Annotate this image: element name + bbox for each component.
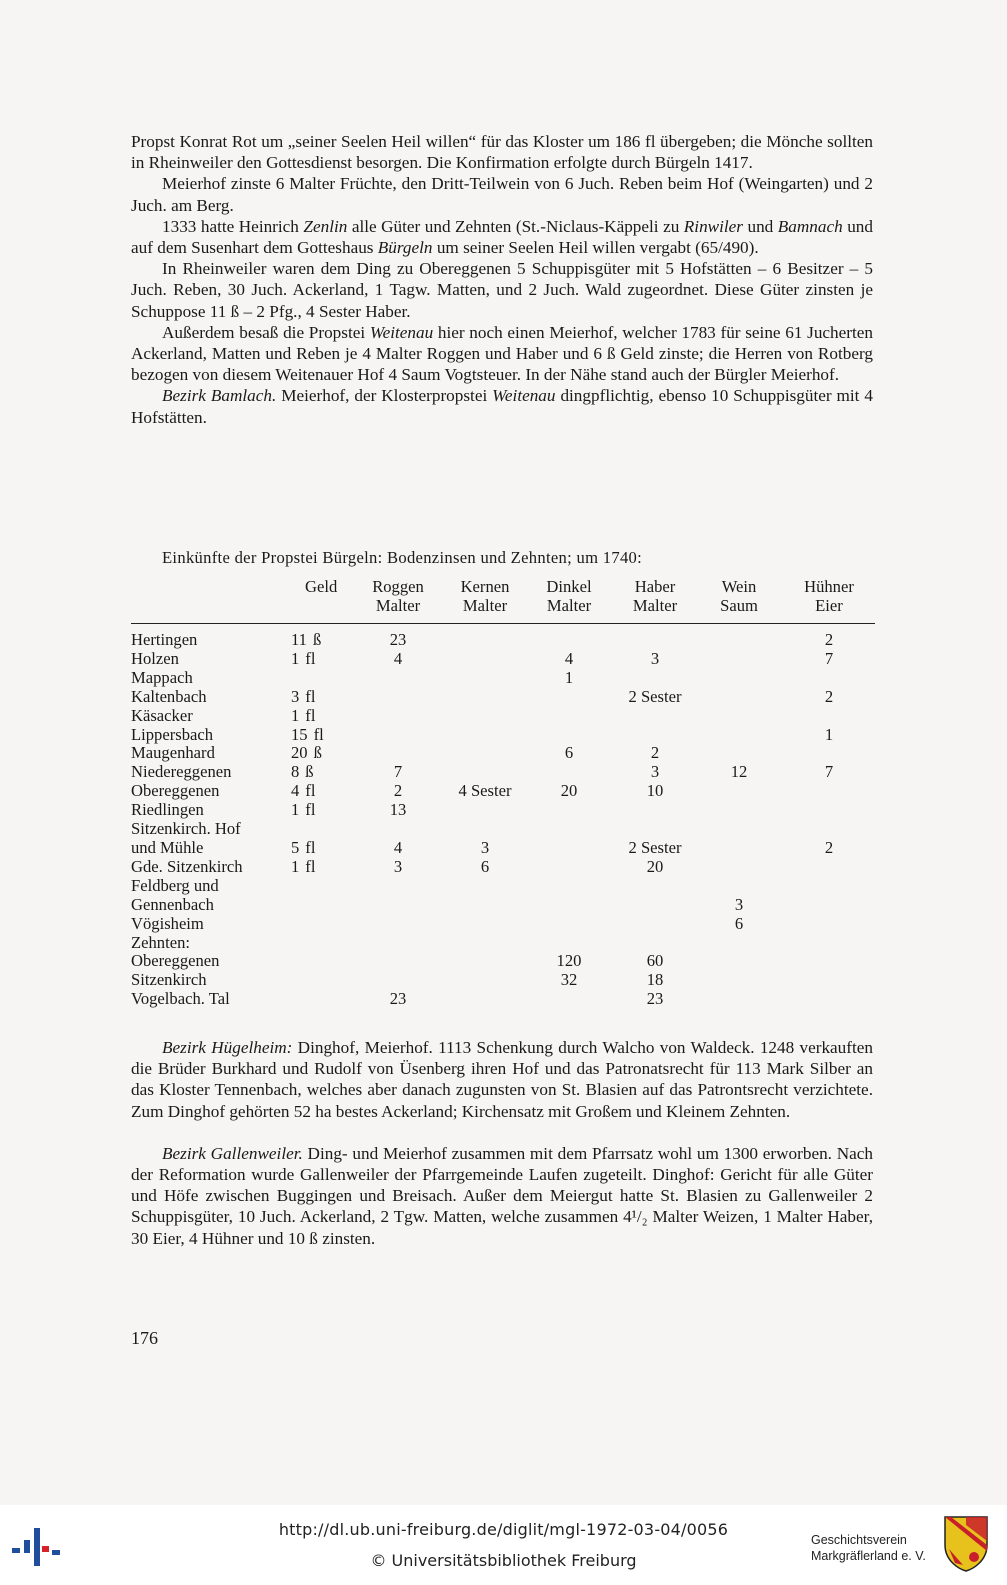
column-header-wein: Wein Saum xyxy=(695,577,783,624)
cell-roggen: 4 xyxy=(393,837,403,857)
cell-dinkel xyxy=(523,990,615,1009)
cell-dinkel xyxy=(523,801,615,820)
cell-haber xyxy=(615,934,695,953)
table-row xyxy=(131,820,875,839)
cell-haber xyxy=(615,669,695,688)
paragraph-3: 1333 hatte Heinrich Zenlin alle Güter und Zehnten (St.-Niclaus-Käppeli zu Rinwiler und Bamnach und auf dem Susenhart dem Gotteshaus Bürgeln um seiner Seelen Heil willen vergabt (65/490). xyxy=(131,216,873,258)
row-place-name: Sitzenkirch. Hof xyxy=(131,819,241,839)
table-row xyxy=(131,839,875,858)
cell-huehner: 2 xyxy=(824,837,834,857)
table-row xyxy=(131,858,875,877)
verein-name: Geschichtsverein Markgräflerland e. V. xyxy=(811,1533,926,1563)
cell-wein xyxy=(695,820,783,839)
table-row xyxy=(131,669,875,688)
cell-dinkel xyxy=(523,858,615,877)
income-table xyxy=(131,577,875,1009)
column-header-kernen: Kernen Malter xyxy=(447,577,523,624)
cell-wein: 3 xyxy=(734,894,744,914)
coat-of-arms-icon xyxy=(943,1515,989,1573)
row-place-name: Gennenbach xyxy=(131,894,214,914)
table-header-row xyxy=(131,577,875,624)
cell-huehner xyxy=(783,820,875,839)
cell-kernen xyxy=(447,707,523,726)
table-row xyxy=(131,934,875,953)
cell-roggen: 23 xyxy=(389,989,407,1009)
row-place-name: Obereggenen xyxy=(131,781,220,801)
cell-haber: 3 xyxy=(650,648,660,668)
cell-roggen: 23 xyxy=(389,630,407,649)
cell-wein xyxy=(695,952,783,971)
cell-roggen xyxy=(349,744,447,763)
table-row xyxy=(131,877,875,896)
table-row xyxy=(131,624,875,650)
cell-dinkel xyxy=(523,877,615,896)
cell-haber: 18 xyxy=(646,970,664,990)
copyright-text: © Universitätsbibliothek Freiburg xyxy=(370,1551,637,1570)
cell-wein xyxy=(695,858,783,877)
cell-roggen xyxy=(349,820,447,839)
cell-haber xyxy=(615,707,695,726)
cell-haber xyxy=(615,915,695,934)
cell-wein xyxy=(695,726,783,745)
cell-huehner xyxy=(783,782,875,801)
cell-kernen xyxy=(447,971,523,990)
cell-wein xyxy=(695,801,783,820)
cell-kernen: 6 xyxy=(480,856,490,876)
cell-haber: 2 Sester xyxy=(628,837,682,857)
cell-kernen xyxy=(447,801,523,820)
cell-roggen xyxy=(349,688,447,707)
table-row xyxy=(131,650,875,669)
cell-dinkel xyxy=(523,839,615,858)
cell-huehner: 2 xyxy=(824,686,834,706)
cell-haber xyxy=(615,801,695,820)
row-place-name: Kaltenbach xyxy=(131,686,207,706)
cell-geld xyxy=(291,915,349,934)
row-place-name: Holzen xyxy=(131,648,179,668)
cell-dinkel xyxy=(523,707,615,726)
table-row xyxy=(131,744,875,763)
cell-wein xyxy=(695,744,783,763)
body-text-lower xyxy=(131,1037,873,1249)
cell-geld xyxy=(291,934,349,953)
cell-kernen xyxy=(447,744,523,763)
cell-huehner xyxy=(783,934,875,953)
cell-dinkel xyxy=(523,934,615,953)
cell-wein xyxy=(695,839,783,858)
row-place-name: und Mühle xyxy=(131,837,204,857)
cell-huehner: 7 xyxy=(824,762,834,782)
cell-huehner: 7 xyxy=(824,648,834,668)
cell-kernen xyxy=(447,952,523,971)
cell-haber xyxy=(615,896,695,915)
table-body xyxy=(131,624,875,1010)
cell-roggen xyxy=(349,877,447,896)
table-row xyxy=(131,726,875,745)
cell-roggen: 4 xyxy=(393,648,403,668)
cell-geld xyxy=(291,896,349,915)
table-row xyxy=(131,707,875,726)
body-text xyxy=(131,131,873,428)
cell-haber: 20 xyxy=(646,856,664,876)
row-place-name: Käsacker xyxy=(131,705,193,725)
cell-kernen xyxy=(447,896,523,915)
cell-haber: 2 Sester xyxy=(628,686,682,706)
cell-kernen xyxy=(447,820,523,839)
cell-dinkel xyxy=(523,688,615,707)
table-row xyxy=(131,801,875,820)
table-row xyxy=(131,782,875,801)
cell-huehner xyxy=(783,952,875,971)
cell-dinkel xyxy=(523,726,615,745)
cell-geld xyxy=(291,990,349,1009)
table-row xyxy=(131,990,875,1009)
cell-huehner xyxy=(783,896,875,915)
cell-kernen xyxy=(447,624,523,650)
row-place-name: Obereggenen xyxy=(131,951,220,971)
table-row xyxy=(131,763,875,782)
cell-dinkel: 1 xyxy=(564,667,574,687)
cell-dinkel: 120 xyxy=(556,951,582,971)
cell-dinkel xyxy=(523,820,615,839)
cell-geld: 1 fl xyxy=(291,648,316,668)
cell-kernen xyxy=(447,915,523,934)
cell-haber xyxy=(615,624,695,650)
cell-haber xyxy=(615,820,695,839)
cell-kernen xyxy=(447,688,523,707)
cell-geld xyxy=(291,971,349,990)
column-header-haber: Haber Malter xyxy=(615,577,695,624)
cell-geld: 11 ß xyxy=(291,630,322,649)
cell-wein xyxy=(695,669,783,688)
cell-roggen: 2 xyxy=(393,781,403,801)
paragraph-6: Bezirk Bamlach. Meierhof, der Klosterpropstei Weitenau dingpflichtig, ebenso 10 Schuppisgüter mit 4 Hofstätten. xyxy=(131,386,873,427)
row-place-name: Gde. Sitzenkirch xyxy=(131,856,243,876)
cell-huehner xyxy=(783,744,875,763)
cell-kernen xyxy=(447,669,523,688)
column-header-roggen: Roggen Malter xyxy=(349,577,447,624)
row-place-name: Vogelbach. Tal xyxy=(131,989,230,1009)
paragraph-1: Propst Konrat Rot um „seiner Seelen Heil willen“ für das Kloster um 186 fl übergeben; die Mönche sollten in Rheinweiler den Gottesdienst besorgen. Die Konfirmation erfolgte durch Bürgeln 1417. xyxy=(131,132,873,173)
cell-wein xyxy=(695,990,783,1009)
cell-dinkel: 6 xyxy=(564,743,574,763)
cell-geld: 1 fl xyxy=(291,800,316,820)
cell-roggen: 13 xyxy=(389,800,407,820)
paragraph-2: Meierhof zinste 6 Malter Früchte, den Dritt-Teilwein von 6 Juch. Reben beim Hof (Weingarten) und 2 Juch. am Berg. xyxy=(131,174,873,215)
table-row xyxy=(131,915,875,934)
cell-haber: 3 xyxy=(650,762,660,782)
cell-huehner xyxy=(783,669,875,688)
row-place-name: Mappach xyxy=(131,667,193,687)
cell-roggen: 7 xyxy=(393,762,403,782)
cell-haber: 23 xyxy=(646,989,664,1009)
cell-kernen xyxy=(447,726,523,745)
cell-wein xyxy=(695,877,783,896)
cell-huehner xyxy=(783,858,875,877)
cell-geld xyxy=(291,877,349,896)
row-place-name: Riedlingen xyxy=(131,800,204,820)
row-place-name: Hertingen xyxy=(131,630,198,649)
row-place-name: Feldberg und xyxy=(131,875,219,895)
cell-wein xyxy=(695,707,783,726)
cell-wein xyxy=(695,624,783,650)
cell-haber xyxy=(615,726,695,745)
cell-kernen: 4 Sester xyxy=(458,781,512,801)
row-place-name: Sitzenkirch xyxy=(131,970,207,990)
cell-dinkel xyxy=(523,624,615,650)
column-header-huehner: Hühner Eier xyxy=(783,577,875,624)
paragraph-8: Bezirk Gallenweiler. Ding- und Meierhof zusammen mit dem Pfarrsatz wohl um 1300 erworben. Nach der Reformation wurde Gallenweiler der Pfarrgemeinde Laufen zugeteilt. Dinghof: Gericht für alle Güter und Höfe zwischen Buggingen und Breisach. Außer dem Meiergut hatte St. Blasien zu Gallenweiler 2 Schuppisgüter, 10 Juch. Ackerland, 2 Tgw. Matten, welche zusammen 4¹/₂ Malter Weizen, 1 Malter Haber, 30 Eier, 4 Hühner und 10 ß zinsten. xyxy=(131,1143,873,1248)
cell-geld: 20 ß xyxy=(291,743,322,763)
cell-dinkel: 20 xyxy=(560,781,578,801)
document-url-link[interactable]: http://dl.ub.uni-freiburg.de/diglit/mgl-1972-03-04/0056 xyxy=(278,1520,729,1539)
paragraph-7: Bezirk Hügelheim: Dinghof, Meierhof. 1113 Schenkung durch Walcho von Waldeck. 1248 verkauften die Brüder Burkhard und Rudolf von Üsenberg ihren Hof und das Patronatsrecht für 113 Mark Silber an das Kloster Tennenbach, welches aber danach zugunsten von St. Blasien auf das Patrontsrecht verzichtete. Zum Dinghof gehörten 52 ha bestes Ackerland; Kirchensatz mit Großem und Kleinem Zehnten. xyxy=(131,1038,873,1121)
cell-wein: 6 xyxy=(734,913,744,933)
cell-roggen xyxy=(349,915,447,934)
cell-geld: 8 ß xyxy=(291,762,314,782)
cell-geld xyxy=(291,669,349,688)
cell-roggen xyxy=(349,707,447,726)
cell-geld: 4 fl xyxy=(291,781,316,801)
cell-wein xyxy=(695,688,783,707)
table-row xyxy=(131,896,875,915)
income-table-block xyxy=(131,548,873,1009)
column-header xyxy=(131,577,291,624)
cell-geld: 3 fl xyxy=(291,686,316,706)
row-place-name: Maugenhard xyxy=(131,743,215,763)
row-place-name: Zehnten: xyxy=(131,932,190,952)
cell-kernen: 3 xyxy=(480,837,490,857)
footer-bar xyxy=(0,1505,1007,1585)
row-place-name: Lippersbach xyxy=(131,724,214,744)
cell-roggen xyxy=(349,669,447,688)
cell-geld xyxy=(291,820,349,839)
cell-huehner xyxy=(783,990,875,1009)
cell-roggen xyxy=(349,726,447,745)
column-header-geld: Geld xyxy=(291,577,349,624)
page-number: 176 xyxy=(131,1328,158,1348)
cell-kernen xyxy=(447,650,523,669)
cell-haber: 2 xyxy=(650,743,660,763)
cell-huehner: 1 xyxy=(824,724,834,744)
cell-roggen xyxy=(349,971,447,990)
cell-wein xyxy=(695,782,783,801)
cell-geld: 15 fl xyxy=(291,724,324,744)
table-row xyxy=(131,688,875,707)
table-caption: Einkünfte der Propstei Bürgeln: Bodenzinsen und Zehnten; um 1740: xyxy=(162,548,643,567)
row-place-name: Vögisheim xyxy=(131,913,204,933)
cell-kernen xyxy=(447,877,523,896)
cell-dinkel: 4 xyxy=(564,648,574,668)
paragraph-4: In Rheinweiler waren dem Ding zu Obereggenen 5 Schuppisgüter mit 5 Hofstätten – 6 Besitzer – 5 Juch. Reben, 30 Juch. Ackerland, 1 Tagw. Matten, und 2 Juch. Wald zugeordnet. Diese Güter zinsten je Schuppose 11 ß – 2 Pfg., 4 Sester Haber. xyxy=(131,259,873,321)
column-header-dinkel: Dinkel Malter xyxy=(523,577,615,624)
cell-dinkel: 32 xyxy=(560,970,578,990)
table-row xyxy=(131,971,875,990)
cell-geld: 1 fl xyxy=(291,705,316,725)
cell-dinkel xyxy=(523,915,615,934)
cell-wein xyxy=(695,971,783,990)
cell-roggen: 3 xyxy=(393,856,403,876)
cell-haber xyxy=(615,877,695,896)
cell-dinkel xyxy=(523,763,615,782)
row-place-name: Niedereggenen xyxy=(131,762,232,782)
cell-huehner xyxy=(783,801,875,820)
cell-kernen xyxy=(447,934,523,953)
cell-geld: 5 fl xyxy=(291,837,316,857)
cell-haber: 10 xyxy=(646,781,664,801)
cell-huehner: 2 xyxy=(824,630,834,649)
cell-huehner xyxy=(783,915,875,934)
cell-kernen xyxy=(447,990,523,1009)
cell-haber: 60 xyxy=(646,951,664,971)
cell-huehner xyxy=(783,877,875,896)
cell-dinkel xyxy=(523,896,615,915)
cell-geld: 1 fl xyxy=(291,856,316,876)
cell-wein: 12 xyxy=(730,762,748,782)
cell-huehner xyxy=(783,971,875,990)
cell-roggen xyxy=(349,934,447,953)
cell-kernen xyxy=(447,763,523,782)
cell-geld xyxy=(291,952,349,971)
cell-roggen xyxy=(349,952,447,971)
cell-wein xyxy=(695,934,783,953)
cell-roggen xyxy=(349,896,447,915)
cell-wein xyxy=(695,650,783,669)
paragraph-5: Außerdem besaß die Propstei Weitenau hier noch einen Meierhof, welcher 1783 für seine 61 Jucherten Ackerland, Matten und Reben je 4 Malter Roggen und Haber und 6 ß Geld zinste; die Herren von Rotberg bezogen von diesem Weitenauer Hof 4 Saum Vogtsteuer. In der Nähe stand auch der Bürgler Meierhof. xyxy=(131,322,873,385)
table-row xyxy=(131,952,875,971)
cell-huehner xyxy=(783,707,875,726)
